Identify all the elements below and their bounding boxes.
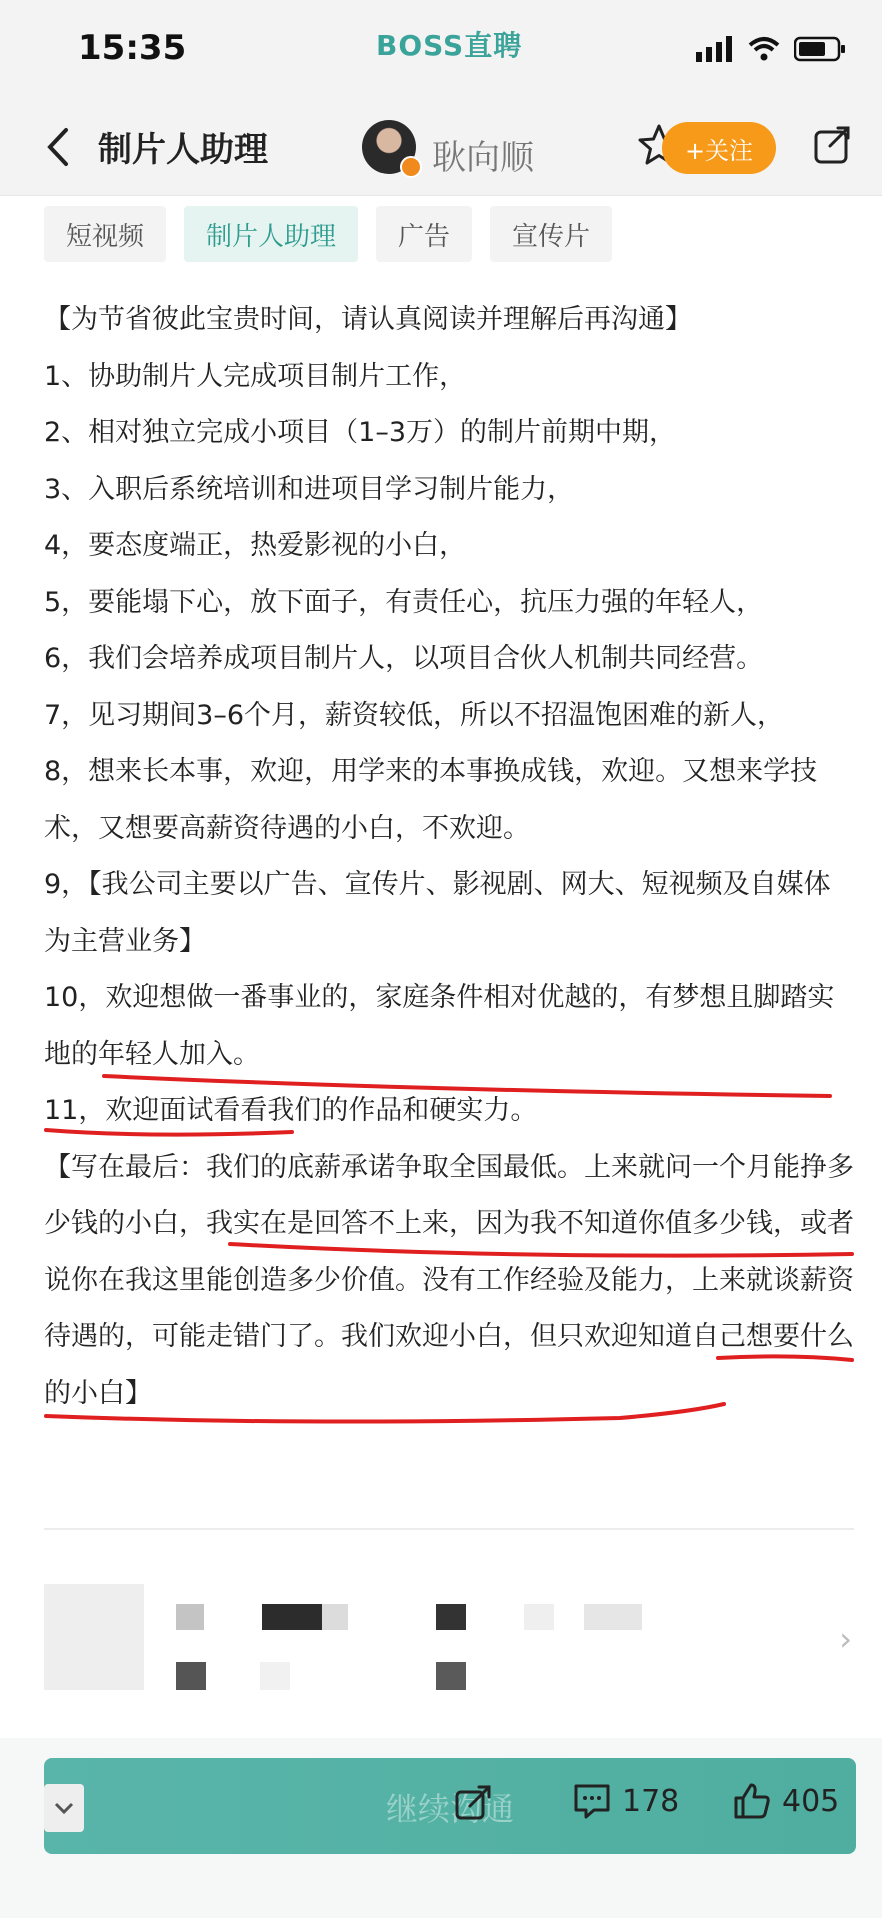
page-title: 制片人助理 bbox=[98, 130, 268, 170]
comment-count: 178 bbox=[622, 1783, 680, 1819]
battery-icon bbox=[794, 36, 846, 62]
blurred-block bbox=[436, 1662, 466, 1690]
signal-icon bbox=[696, 36, 734, 62]
tag-producer-assistant[interactable]: 制片人助理 bbox=[184, 206, 358, 262]
tag-list bbox=[44, 206, 612, 262]
blurred-block bbox=[262, 1604, 322, 1630]
divider bbox=[44, 1528, 854, 1530]
tag-short-video[interactable]: 短视频 bbox=[44, 206, 166, 262]
comment-icon bbox=[572, 1782, 612, 1820]
nav-bar bbox=[0, 100, 882, 196]
post-paragraph: 11，欢迎面试看看我们的作品和硬实力。 bbox=[44, 1095, 538, 1126]
back-icon[interactable] bbox=[40, 122, 80, 172]
like-count: 405 bbox=[782, 1783, 840, 1819]
wifi-icon bbox=[748, 36, 780, 62]
post-paragraph: 8，想来长本事，欢迎，用学来的本事换成钱，欢迎。又想来学技术，又想要高薪资待遇的小白，不欢迎。 bbox=[44, 756, 818, 844]
post-body bbox=[44, 292, 854, 1422]
post-paragraph: 5，要能塌下心，放下面子，有责任心，抗压力强的年轻人， bbox=[44, 586, 764, 618]
blurred-block bbox=[436, 1604, 466, 1630]
post-paragraph: 7，见习期间3–6个月，薪资较低，所以不招温饱困难的新人， bbox=[44, 699, 785, 731]
post-paragraph: 【写在最后：我们的底薪承诺争取全国最低。上来就问一个月能挣多少钱的小白，我实在是回答不上来，因为我不知道你值多少钱，或者说你在我这里能创造多少价值。没有工作经验及能力，上来就谈薪资待遇的，可能走错门了。我们欢迎小白，但只欢迎知道自己想要什么的小白】 bbox=[44, 1151, 854, 1409]
blurred-block bbox=[322, 1604, 348, 1630]
tag-advertising[interactable]: 广告 bbox=[376, 206, 472, 262]
blurred-block bbox=[176, 1662, 206, 1690]
blurred-block bbox=[584, 1604, 642, 1630]
comment-button[interactable] bbox=[572, 1782, 679, 1820]
forward-icon[interactable] bbox=[454, 1782, 494, 1822]
blurred-block bbox=[260, 1662, 290, 1690]
chevron-down-icon bbox=[52, 1800, 76, 1816]
blurred-block bbox=[524, 1604, 554, 1630]
bottom-bar bbox=[0, 1738, 882, 1918]
thumbs-up-icon bbox=[732, 1782, 772, 1820]
post-paragraph: 【为节省彼此宝贵时间，请认真阅读并理解后再沟通】 bbox=[44, 304, 692, 335]
post-paragraph: 4，要态度端正，热爱影视的小白， bbox=[44, 530, 467, 561]
post-paragraph: 10，欢迎想做一番事业的，家庭条件相对优越的，有梦想且脚踏实地的年轻人加入。 bbox=[44, 982, 835, 1070]
chevron-right-icon: › bbox=[839, 1620, 852, 1658]
post-paragraph: 2、相对独立完成小项目（1–3万）的制片前期中期， bbox=[44, 417, 677, 448]
like-button[interactable] bbox=[732, 1782, 839, 1820]
verified-badge-icon bbox=[400, 156, 422, 178]
post-paragraph: 1、协助制片人完成项目制片工作， bbox=[44, 360, 467, 392]
follow-button[interactable]: +关注 bbox=[662, 122, 776, 174]
expand-button[interactable] bbox=[44, 1784, 84, 1832]
share-icon[interactable] bbox=[810, 122, 856, 168]
system-icons bbox=[696, 34, 846, 64]
cta-label: 继续沟通 bbox=[385, 1790, 514, 1828]
author-name[interactable]: 耿向顺 bbox=[432, 138, 534, 178]
card-thumbnail bbox=[44, 1584, 144, 1690]
brand-label: BOSS直聘 bbox=[376, 29, 523, 62]
tag-promo-video[interactable]: 宣传片 bbox=[490, 206, 612, 262]
blurred-block bbox=[176, 1604, 204, 1630]
post-paragraph: 9，【我公司主要以广告、宣传片、影视剧、网大、短视频及自媒体为主营业务】 bbox=[44, 869, 831, 957]
post-paragraph: 3、入职后系统培训和进项目学习制片能力， bbox=[44, 473, 575, 505]
status-time: 15:35 bbox=[78, 28, 187, 68]
post-paragraph: 6，我们会培养成项目制片人，以项目合伙人机制共同经营。 bbox=[44, 643, 764, 674]
status-bar bbox=[0, 0, 882, 100]
related-card[interactable] bbox=[44, 1580, 856, 1690]
